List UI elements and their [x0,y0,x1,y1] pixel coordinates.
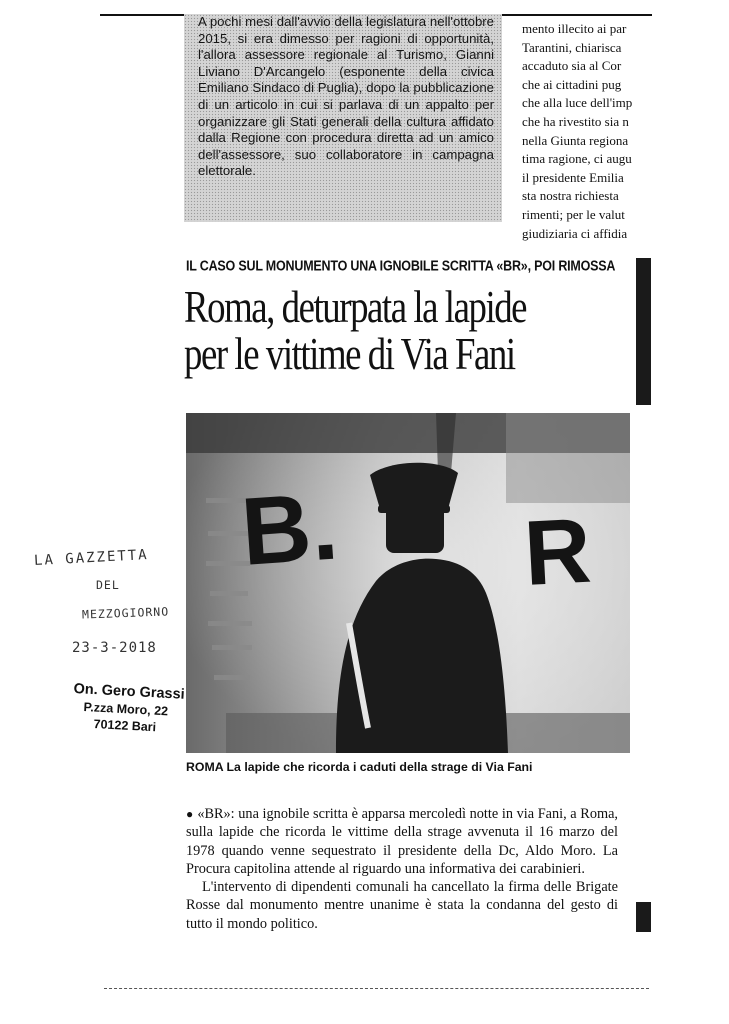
article-paragraph-2: L'intervento di dipendenti comunali ha cancellato la firma delle Brigate Rosse dal monumento mentre unanime è stata la condanna del gesto di tutto il mondo politico. [186,879,618,932]
side-marker-bar [636,258,651,405]
article-kicker [186,258,626,274]
right-column-line: il presidente Emilia [522,169,624,185]
graffiti-letter-b: B. [238,472,342,586]
right-column-line: che alla luce dell'imp [522,95,633,111]
right-column-line: accaduto sia al Cor [522,58,622,74]
handwritten-newspaper-name-2: DEL [96,578,120,592]
right-column-line: sta nostra richiesta [522,188,619,204]
article-body [186,805,618,933]
right-column-line: mento illecito ai par [522,21,627,36]
side-marker-bar [636,902,651,932]
stamp-city: 70122 Bari [93,717,157,735]
photo-caption [186,760,636,774]
right-column-line: che ai cittadini pug [522,76,622,92]
photo-scene [186,413,630,753]
right-column-line: tima ragione, ci augu [522,151,632,167]
handwritten-newspaper-name-1: LA GAZZETTA [33,547,150,569]
right-column-line: che ha rivestito sia n [522,113,629,129]
right-column-line: nella Giunta regiona [522,132,629,148]
handwritten-date: 23-3-2018 [72,640,157,656]
article-paragraph-1 [186,805,618,878]
graffiti-letter-r: R [521,499,594,605]
bullet-icon: ● [186,807,194,821]
headline-line-2: per le vittime di Via Fani [184,328,515,379]
right-column-line: Tarantini, chiarisca [522,39,622,55]
stamp-name: On. Gero Grassi [73,681,186,703]
article-photo [186,413,630,753]
caption-location: ROMA [186,760,224,774]
right-column-line: rimenti; per le valut [522,206,625,222]
kicker-text: SUL MONUMENTO UNA IGNOBILE SCRITTA «BR», POI RIMOSSA [238,258,616,275]
article-headline [184,283,552,377]
stamp-address: P.zza Moro, 22 [83,700,169,719]
headline-line-1: Roma, deturpata la lapide [184,281,527,332]
boxed-article-text: A pochi mesi dall'avvio della legislatura nell'ottobre 2015, si era dimesso per ragioni di opportunità, l'allora assessore regionale al Turismo, Gianni Liviano D'Arcangelo (esponente della civica Emiliano Sindaco di Puglia), dopo la pubblicazione di un articolo in cui si parlava di un appalto per organizzare gli Stati generali della cultura affidato dalla Regione con procedura diretta ad un amico dell'assessore, suo collaboratore in campagna elettorale. [198,14,494,179]
right-column-line: giudiziaria ci affidia [522,225,628,241]
kicker-section: IL CASO [186,258,236,275]
bottom-dashed-rule [104,988,649,989]
right-column-text [522,20,654,241]
handwritten-newspaper-name-3: MEZZOGIORNO [81,604,170,622]
paragraph-1-text: «BR»: una ignobile scritta è apparsa mercoledì notte in via Fani, a Roma, sulla lapide che ricorda le vittime della strage avvenuta il 16 marzo del 1978 quando venne sequestrato il presidente della Dc, Aldo Moro. La Procura capitolina attende al riguardo una informativa dei carabinieri. [186,806,619,877]
caption-text: La lapide che ricorda i caduti della strage di Via Fani [226,760,533,774]
